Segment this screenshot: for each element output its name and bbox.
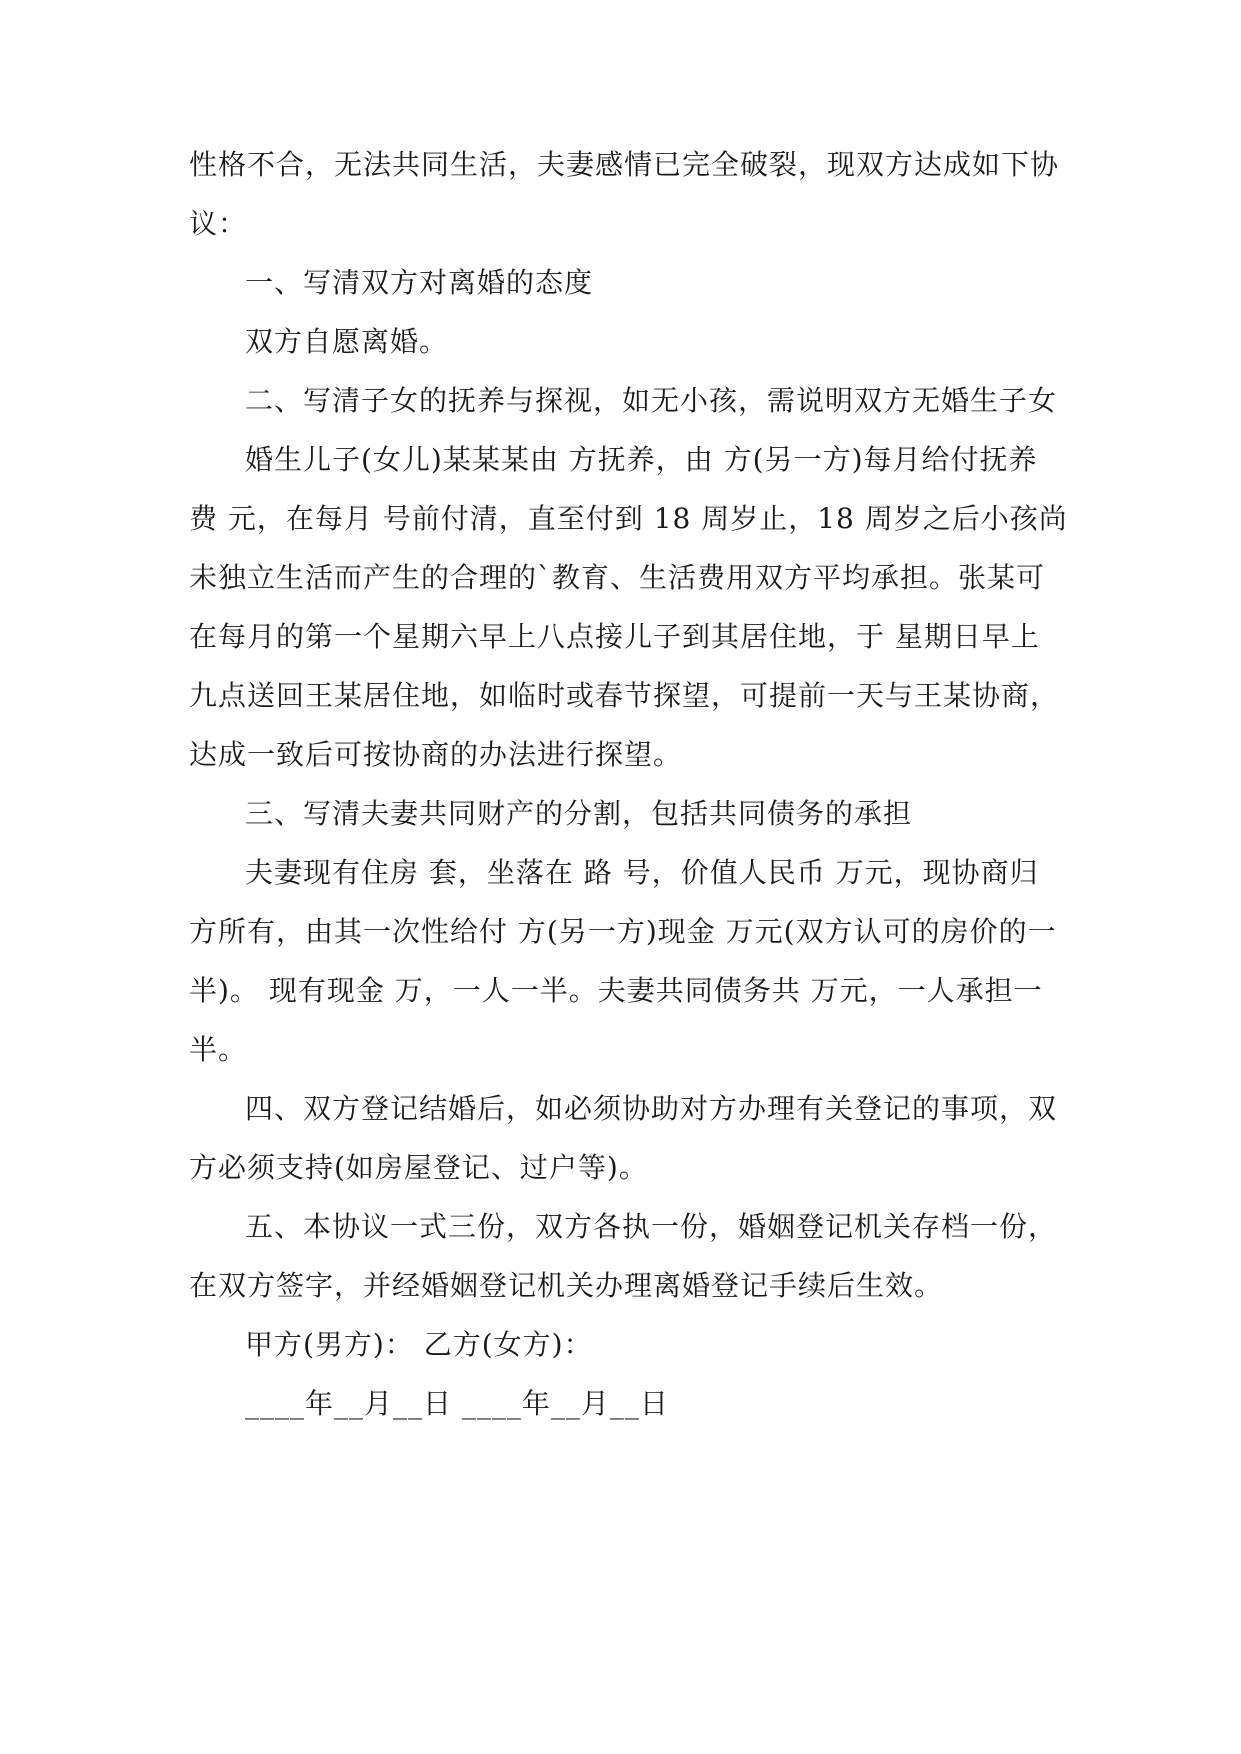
text-line: 议： bbox=[189, 207, 248, 240]
text-line: 在每月的第一个星期六早上八点接儿子到其居住地，于 星期日早上 bbox=[189, 620, 1040, 653]
text-line: 达成一致后可按协商的办法进行探望。 bbox=[189, 738, 683, 771]
text-line: 费 元，在每月 号前付清，直至付到 18 周岁止，18 周岁之后小孩尚 bbox=[189, 502, 1068, 535]
text-line: 夫妻现有住房 套，坐落在 路 号，价值人民币 万元，现协商归 bbox=[245, 856, 1039, 889]
text-line: 在双方签字，并经婚姻登记机关办理离婚登记手续后生效。 bbox=[189, 1269, 944, 1302]
signature-parties: 甲方(男方)： 乙方(女方)： bbox=[245, 1328, 593, 1361]
text-line: 半。 bbox=[189, 1033, 248, 1066]
section-heading-1: 一、写清双方对离婚的态度 bbox=[245, 266, 594, 299]
text-line: 双方自愿离婚。 bbox=[245, 325, 449, 358]
section-heading-4: 四、双方登记结婚后，如必须协助对方办理有关登记的事项，双 bbox=[245, 1092, 1058, 1125]
section-heading-3: 三、写清夫妻共同财产的分割，包括共同债务的承担 bbox=[245, 797, 913, 830]
text-line: 婚生儿子(女儿)某某某由 方抚养，由 方(另一方)每月给付抚养 bbox=[245, 443, 1038, 476]
signature-dates: ____年__月__日 ____年__月__日 bbox=[245, 1387, 669, 1420]
text-line: 半)。 现有现金 万，一人一半。夫妻共同债务共 万元，一人承担一 bbox=[189, 974, 1043, 1007]
section-heading-2: 二、写清子女的抚养与探视，如无小孩，需说明双方无婚生子女 bbox=[245, 384, 1058, 417]
text-line: 方必须支持(如房屋登记、过户等)。 bbox=[189, 1151, 648, 1184]
text-line: 性格不合，无法共同生活，夫妻感情已完全破裂，现双方达成如下协 bbox=[189, 148, 1060, 181]
text-line: 未独立生活而产生的合理的`教育、生活费用双方平均承担。张某可 bbox=[189, 561, 1046, 594]
text-line: 方所有，由其一次性给付 方(另一方)现金 万元(双方认可的房价的一 bbox=[189, 915, 1057, 948]
text-line: 九点送回王某居住地，如临时或春节探望，可提前一天与王某协商， bbox=[189, 679, 1060, 712]
section-heading-5: 五、本协议一式三份，双方各执一份，婚姻登记机关存档一份， bbox=[245, 1210, 1058, 1243]
